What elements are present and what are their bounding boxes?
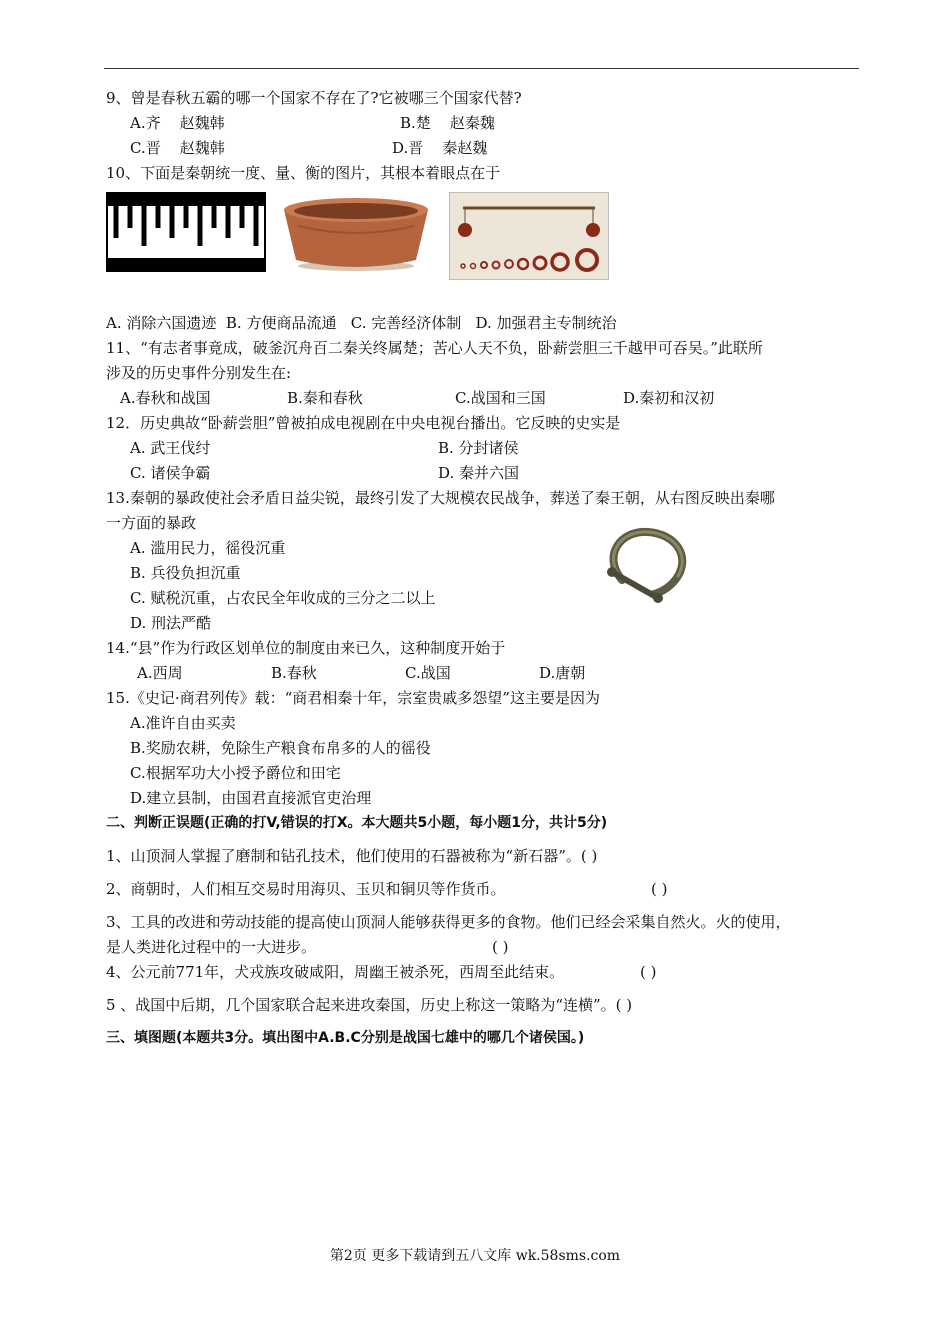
q9-stem: 9、曾是春秋五霸的哪一个国家不存在了?它被哪三个国家代替? <box>106 89 522 107</box>
q9-option-a: A.齐 赵魏韩 <box>130 114 225 132</box>
q11-stem-line1: 11、“有志者事竟成，破釜沉舟百二秦关终属楚；苦心人天不负，卧薪尝胆三千越甲可吞吴。”此联所 <box>106 339 763 357</box>
judge-item-2: 2、商朝时，人们相互交易时用海贝、玉贝和铜贝等作货币。 <box>106 880 506 898</box>
q12-stem: 12．历史典故“卧薪尝胆”曾被拍成电视剧在中央电视台播出。它反映的史实是 <box>106 414 621 432</box>
q14-option-d: D.唐朝 <box>539 664 586 682</box>
q15-option-c: C.根据军功大小授予爵位和田宅 <box>130 764 341 782</box>
pottery-measure-image <box>276 192 436 272</box>
q15-option-b: B.奖励农耕，免除生产粮食布帛多的人的徭役 <box>130 739 431 757</box>
q11-option-b: B.秦和春秋 <box>287 389 363 407</box>
q15-option-a: A.准许自由买卖 <box>130 714 236 732</box>
q14-option-a: A.西周 <box>137 664 183 682</box>
q14-option-b: B.春秋 <box>271 664 317 682</box>
iron-shackle-image <box>592 522 696 612</box>
judge-item-4: 4、公元前771年，犬戎族攻破咸阳，周幽王被杀死，西周至此结束。 <box>106 963 565 981</box>
q12-option-c: C. 诸侯争霸 <box>130 464 211 482</box>
q15-stem: 15.《史记·商君列传》载：“商君相秦十年，宗室贵戚多怨望”这主要是因为 <box>106 689 600 707</box>
judge-item-4-answer[interactable]: ( ) <box>640 963 657 981</box>
q13-option-b: B. 兵役负担沉重 <box>130 564 241 582</box>
q11-option-d: D.秦初和汉初 <box>623 389 715 407</box>
q15-option-d: D.建立县制，由国君直接派官吏治理 <box>130 789 372 807</box>
judge-item-5: 5 、战国中后期，几个国家联合起来进攻秦国，历史上称这一策略为“连横”。( ) <box>106 996 633 1014</box>
judge-item-3-answer[interactable]: ( ) <box>492 938 509 956</box>
q14-stem: 14.“县”作为行政区划单位的制度由来已久，这种制度开始于 <box>106 639 506 657</box>
q13-option-a: A. 滥用民力，徭役沉重 <box>130 539 286 557</box>
q13-stem-line1: 13.秦朝的暴政使社会矛盾日益尖锐，最终引发了大规模农民战争，葬送了秦王朝，从右图反映出秦哪 <box>106 489 775 507</box>
q13-stem-line2: 一方面的暴政 <box>106 514 197 532</box>
q9-option-c: C.晋 赵魏韩 <box>130 139 225 157</box>
q13-option-d: D. 刑法严酷 <box>130 614 212 632</box>
section2-heading: 二、判断正误题(正确的打V,错误的打X。本大题共5小题，每小题1分，共计5分) <box>106 815 608 831</box>
judge-item-2-answer[interactable]: ( ) <box>651 880 668 898</box>
judge-item-3-line1: 3、工具的改进和劳动技能的提高使山顶洞人能够获得更多的食物。他们已经会采集自然火。火的使用， <box>106 913 791 931</box>
q9-option-b: B.楚 赵秦魏 <box>400 114 495 132</box>
q11-option-a: A.春秋和战国 <box>120 389 211 407</box>
q11-stem-line2: 涉及的历史事件分别发生在: <box>106 364 292 382</box>
judge-item-1: 1、山顶洞人掌握了磨制和钻孔技术，他们使用的石器被称为“新石器”。( ) <box>106 847 598 865</box>
q14-option-c: C.战国 <box>405 664 451 682</box>
scale-weights-image <box>449 192 609 280</box>
q11-option-c: C.战国和三国 <box>455 389 546 407</box>
ruler-image <box>106 192 266 272</box>
q10-options: A. 消除六国遗迹 B. 方便商品流通 C. 完善经济体制 D. 加强君主专制统治 <box>106 314 617 332</box>
judge-item-3-line2: 是人类进化过程中的一大进步。 <box>106 938 317 956</box>
q13-option-c: C. 赋税沉重，占农民全年收成的三分之二以上 <box>130 589 436 607</box>
q12-option-d: D. 秦并六国 <box>438 464 520 482</box>
q9-option-d: D.晋 秦赵魏 <box>392 139 488 157</box>
q12-option-b: B. 分封诸侯 <box>438 439 519 457</box>
q12-option-a: A. 武王伐纣 <box>130 439 211 457</box>
q10-stem: 10、下面是秦朝统一度、量、衡的图片，其根本着眼点在于 <box>106 164 501 182</box>
section3-heading: 三、填图题(本题共3分。填出图中A.B.C分别是战国七雄中的哪几个诸侯国。) <box>106 1030 585 1046</box>
page-footer: 第2页 更多下载请到五八文库 wk.58sms.com <box>329 1248 621 1264</box>
top-rule <box>104 68 859 69</box>
